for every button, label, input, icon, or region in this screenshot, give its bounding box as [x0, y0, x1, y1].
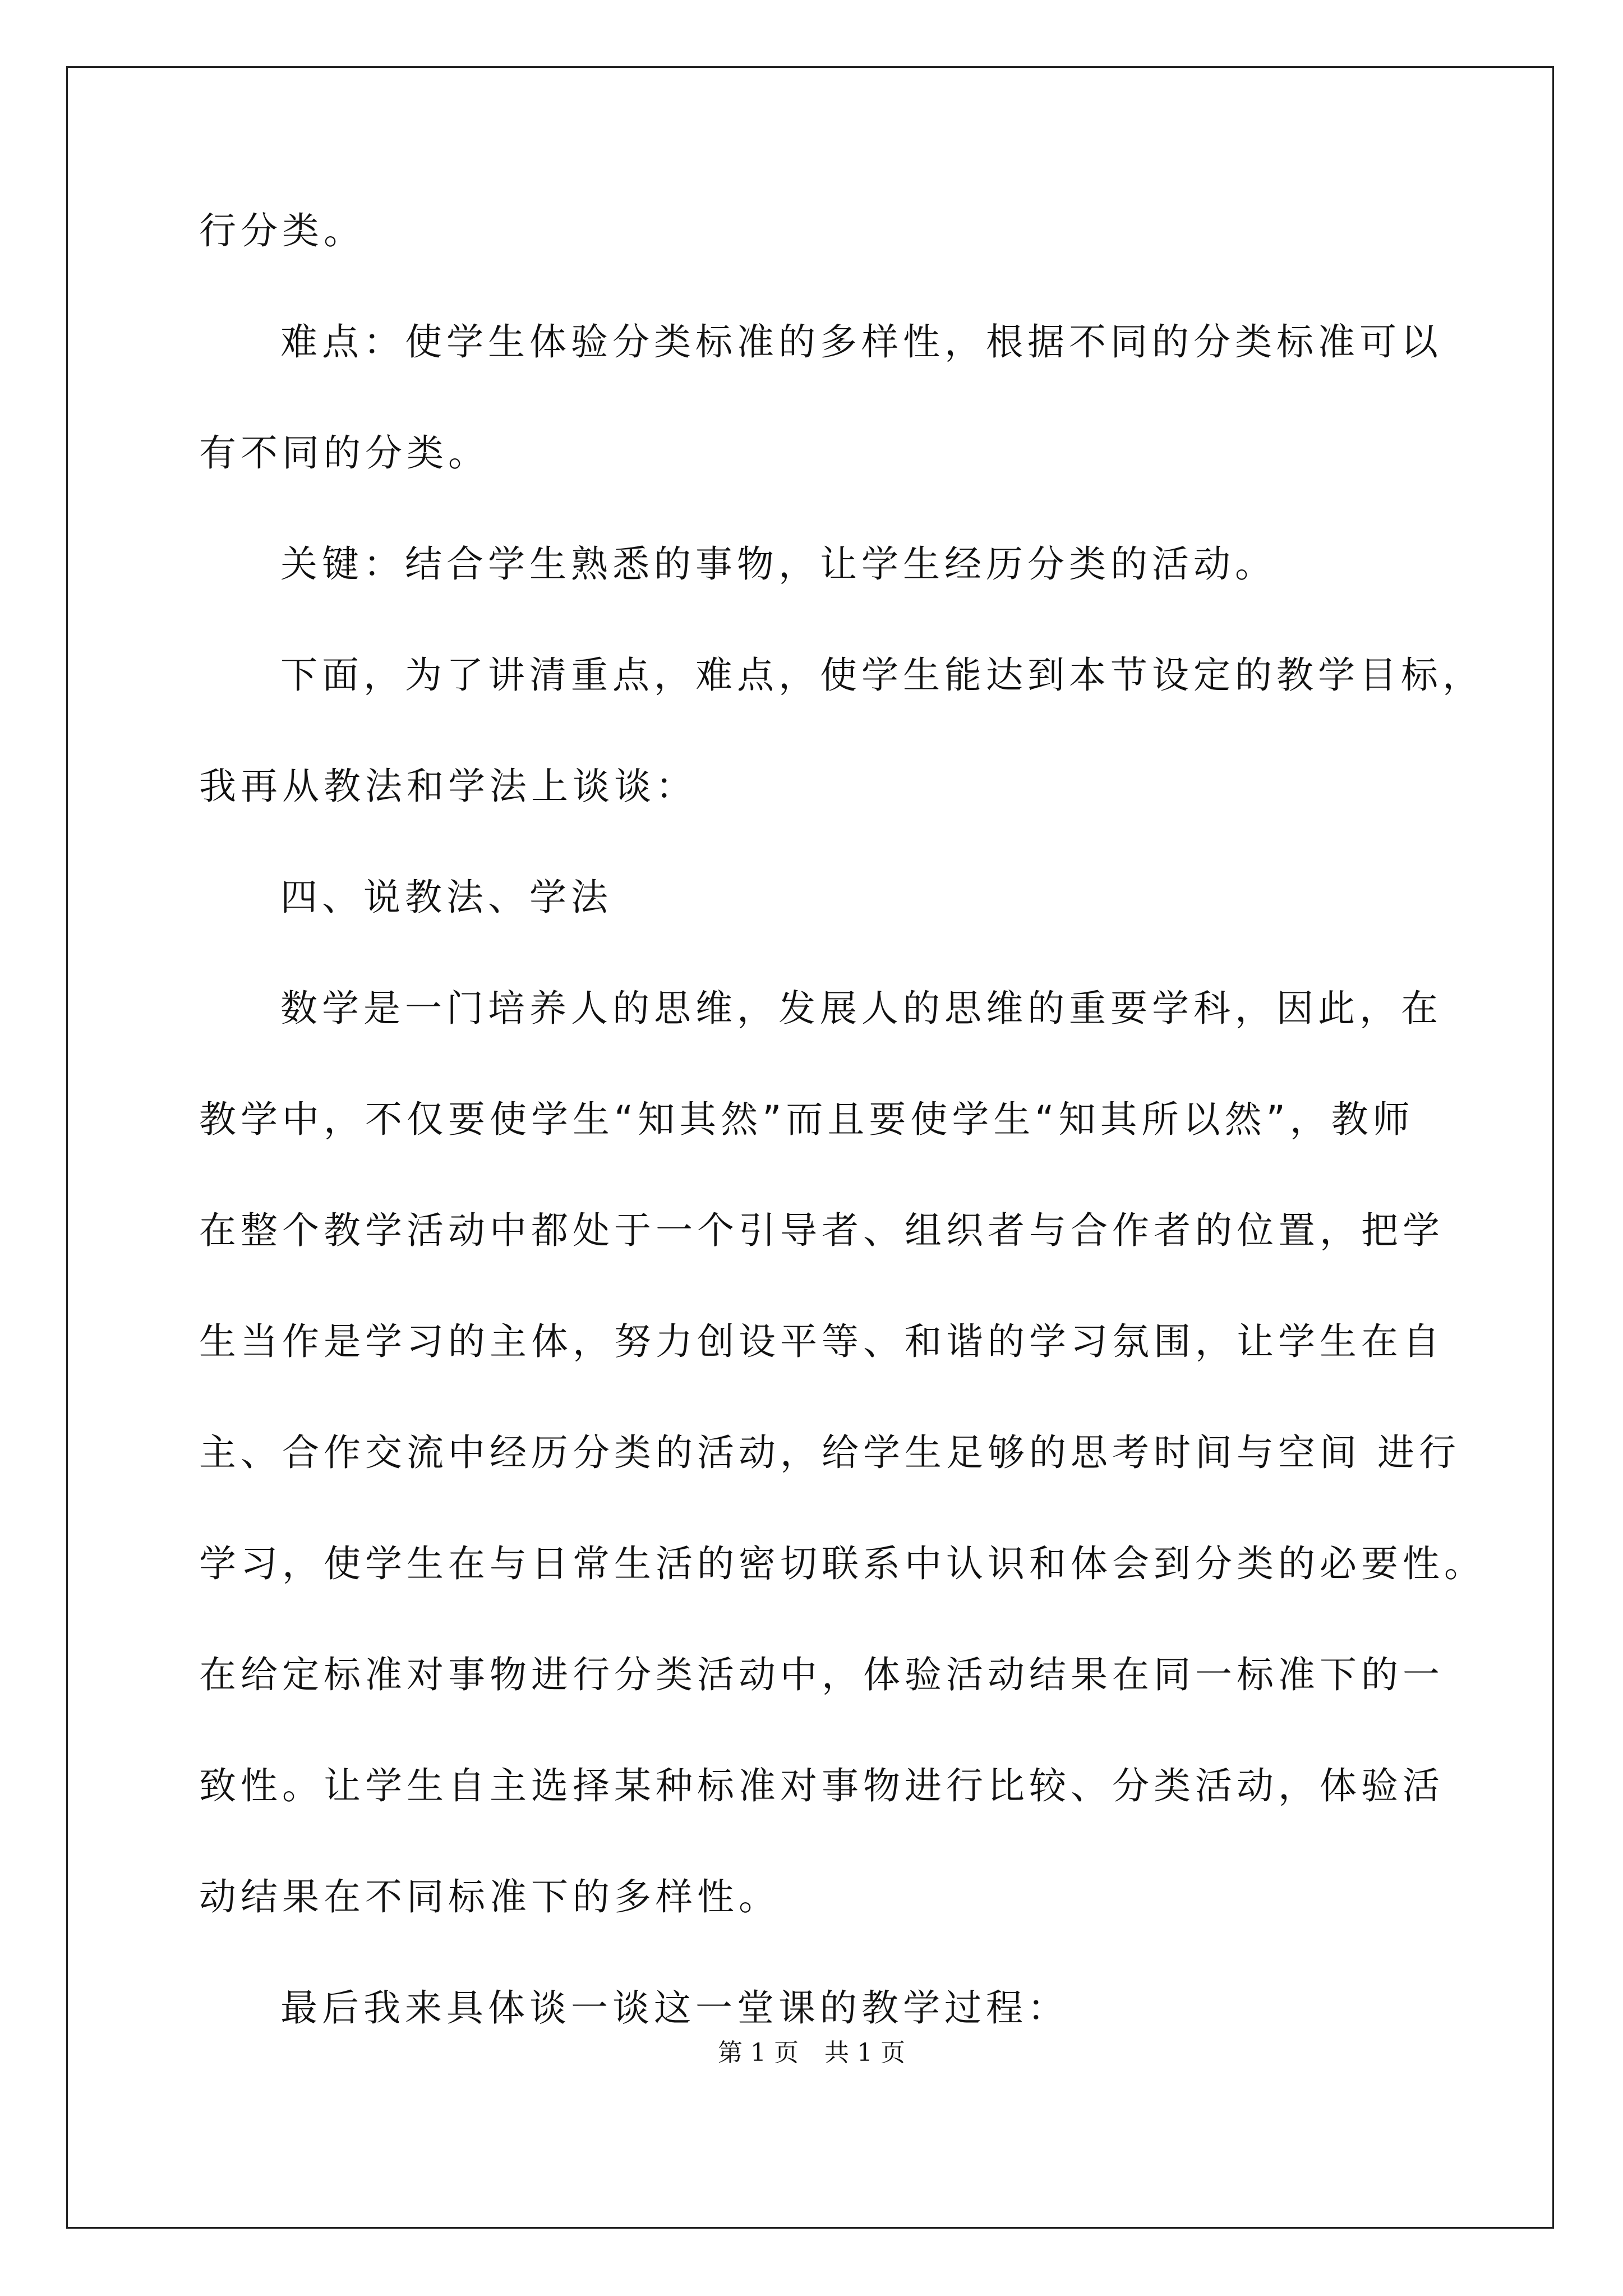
body-line: 难点：使学生体验分类标准的多样性，根据不同的分类标准可以 — [280, 320, 1442, 364]
page-number: 第 1 页 — [718, 2039, 799, 2067]
body-line: 行分类。 — [199, 209, 365, 252]
body-line: 下面，为了讲清重点，难点，使学生能达到本节设定的教学目标， — [280, 654, 1484, 697]
page-footer — [0, 2036, 1623, 2070]
body-line: 在整个教学活动中都处于一个引导者、组织者与合作者的位置，把学 — [199, 1209, 1444, 1252]
body-line: 我再从教法和学法上谈谈： — [199, 765, 697, 808]
body-line: 在给定标准对事物进行分类活动中，体验活动结果在同一标准下的一 — [199, 1653, 1444, 1696]
body-line: 教学中，不仅要使学生“知其然”而且要使学生“知其所以然”，教师 — [199, 1098, 1414, 1141]
body-line: 最后我来具体谈一谈这一堂课的教学过程： — [280, 1986, 1069, 2030]
body-line: 关键：结合学生熟悉的事物，让学生经历分类的活动。 — [280, 542, 1276, 586]
body-line: 动结果在不同标准下的多样性。 — [199, 1875, 780, 1918]
body-line: 数学是一门培养人的思维，发展人的思维的重要学科，因此，在 — [280, 987, 1442, 1030]
body-line: 学习，使学生在与日常生活的密切联系中认识和体会到分类的必要性。 — [199, 1542, 1486, 1585]
section-heading: 四、说教法、学法 — [280, 876, 612, 919]
body-line: 致性。让学生自主选择某种标准对事物进行比较、分类活动，体验活 — [199, 1764, 1444, 1807]
page-total: 共 1 页 — [824, 2039, 905, 2067]
body-line: 有不同的分类。 — [199, 431, 490, 475]
body-line: 生当作是学习的主体，努力创设平等、和谐的学习氛围，让学生在自 — [199, 1320, 1444, 1363]
body-line: 主、合作交流中经历分类的活动，给学生足够的思考时间与空间 进行 — [199, 1431, 1460, 1474]
